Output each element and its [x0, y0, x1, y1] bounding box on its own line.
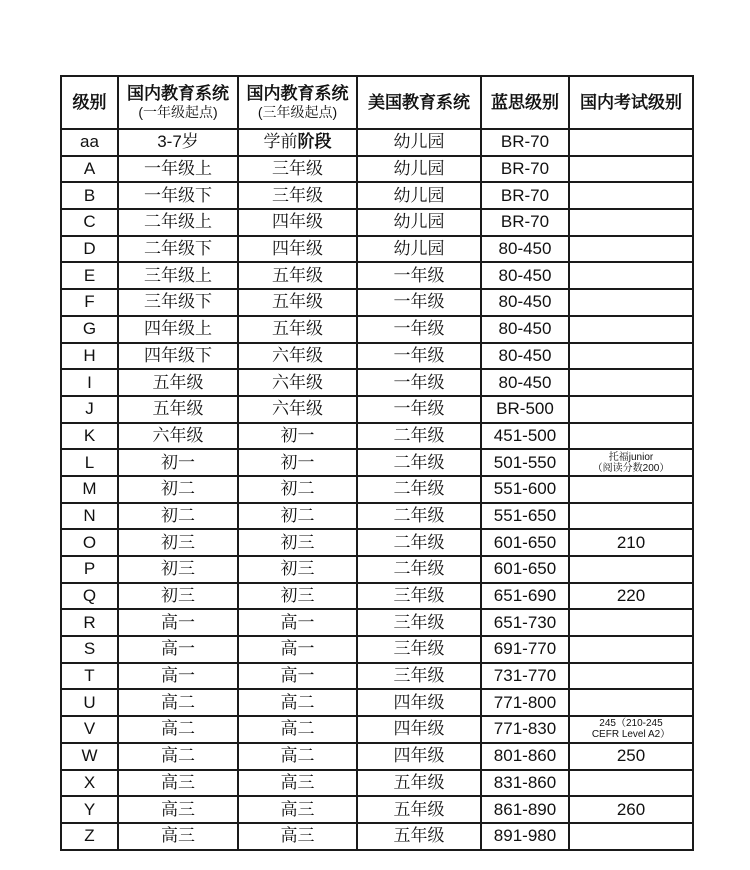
level-cell: C: [61, 209, 118, 236]
lexile-cell: BR-70: [481, 182, 569, 209]
domestic-grade3-cell: 高一: [238, 609, 357, 636]
us-grade-cell: 三年级: [357, 583, 481, 610]
table-row: [61, 556, 693, 583]
us-grade-cell: 三年级: [357, 609, 481, 636]
lexile-cell: 891-980: [481, 823, 569, 850]
header-domestic-grade3-title: 国内教育系统: [246, 84, 349, 103]
exam-cell: [569, 209, 693, 236]
domestic-grade3-cell: 初二: [238, 503, 357, 530]
us-grade-cell: 四年级: [357, 716, 481, 743]
exam-cell: [569, 449, 693, 476]
table-row: [61, 583, 693, 610]
exam-line1: 托福junior: [608, 451, 654, 463]
domestic-grade1-cell: 高三: [118, 770, 238, 797]
us-grade-cell: 五年级: [357, 823, 481, 850]
exam-cell: [569, 236, 693, 263]
domestic-grade1-cell: 高三: [118, 823, 238, 850]
exam-cell: [569, 663, 693, 690]
table-row: [61, 369, 693, 396]
table-row: [61, 289, 693, 316]
exam-cell: [569, 396, 693, 423]
domestic-grade3-cell: 初三: [238, 583, 357, 610]
table-row: [61, 182, 693, 209]
table-row: [61, 609, 693, 636]
table-row: [61, 236, 693, 263]
exam-cell: 250: [569, 743, 693, 770]
table-header: [61, 76, 693, 129]
domestic-grade3-cell: 初二: [238, 476, 357, 503]
domestic-grade3-cell: 六年级: [238, 396, 357, 423]
lexile-cell: 80-450: [481, 236, 569, 263]
lexile-cell: BR-70: [481, 129, 569, 156]
exam-cell: [569, 343, 693, 370]
exam-cell: [569, 476, 693, 503]
lexile-cell: 771-830: [481, 716, 569, 743]
domestic-grade1-cell: 初二: [118, 476, 238, 503]
domestic-grade1-cell: 高一: [118, 663, 238, 690]
level-cell: aa: [61, 129, 118, 156]
us-grade-cell: 三年级: [357, 636, 481, 663]
header-domestic-grade3-sub: (三年级起点): [257, 104, 338, 120]
domestic-grade3-cell: 高二: [238, 689, 357, 716]
level-cell: V: [61, 716, 118, 743]
lexile-cell: 501-550: [481, 449, 569, 476]
domestic-grade3-cell: 高三: [238, 796, 357, 823]
level-cell: Y: [61, 796, 118, 823]
lexile-cell: 771-800: [481, 689, 569, 716]
header-lexile: [481, 76, 569, 129]
table-row: [61, 796, 693, 823]
domestic-grade1-cell: 一年级下: [118, 182, 238, 209]
domestic-grade1-cell: 一年级上: [118, 156, 238, 183]
table-row: [61, 636, 693, 663]
lexile-cell: 601-650: [481, 556, 569, 583]
header-level: [61, 76, 118, 129]
table-row: [61, 156, 693, 183]
domestic-grade3-cell: 五年级: [238, 262, 357, 289]
level-cell: G: [61, 316, 118, 343]
us-grade-cell: 二年级: [357, 476, 481, 503]
us-grade-cell: 幼儿园: [357, 156, 481, 183]
level-cell: Z: [61, 823, 118, 850]
lexile-cell: 80-450: [481, 262, 569, 289]
table-row: [61, 343, 693, 370]
domestic-grade3-cell: 初一: [238, 423, 357, 450]
lexile-cell: 601-650: [481, 529, 569, 556]
domestic-grade1-cell: 初一: [118, 449, 238, 476]
table-row: [61, 423, 693, 450]
table-row: [61, 209, 693, 236]
exam-cell: [569, 636, 693, 663]
lexile-cell: BR-500: [481, 396, 569, 423]
header-lexile-title: 蓝思级别: [491, 92, 559, 112]
us-grade-cell: 一年级: [357, 289, 481, 316]
domestic-grade1-cell: 高一: [118, 609, 238, 636]
header-level-title: 级别: [72, 92, 107, 112]
level-cell: J: [61, 396, 118, 423]
us-grade-cell: 四年级: [357, 743, 481, 770]
exam-cell: [569, 156, 693, 183]
table-row: [61, 129, 693, 156]
table-row: [61, 449, 693, 476]
us-grade-cell: 二年级: [357, 449, 481, 476]
level-cell: R: [61, 609, 118, 636]
exam-line1: 245（210-245: [599, 718, 663, 730]
table-row: [61, 743, 693, 770]
table-row: [61, 396, 693, 423]
domestic-grade1-cell: 初三: [118, 529, 238, 556]
domestic-grade1-cell: 二年级下: [118, 236, 238, 263]
table-row: [61, 823, 693, 850]
us-grade-cell: 四年级: [357, 689, 481, 716]
domestic-grade1-cell: 四年级上: [118, 316, 238, 343]
domestic-grade3-cell: 高三: [238, 823, 357, 850]
domestic-grade1-cell: 六年级: [118, 423, 238, 450]
lexile-cell: BR-70: [481, 156, 569, 183]
header-domestic-exam: [569, 76, 693, 129]
level-cell: K: [61, 423, 118, 450]
level-cell: D: [61, 236, 118, 263]
domestic-grade1-cell: 高一: [118, 636, 238, 663]
level-cell: O: [61, 529, 118, 556]
lexile-cell: 80-450: [481, 289, 569, 316]
header-us-system-title: 美国教育系统: [368, 92, 470, 112]
lexile-cell: 551-650: [481, 503, 569, 530]
us-grade-cell: 一年级: [357, 396, 481, 423]
exam-cell: [569, 316, 693, 343]
domestic-grade3-part2: 阶段: [297, 132, 332, 152]
exam-cell: [569, 503, 693, 530]
lexile-cell: BR-70: [481, 209, 569, 236]
domestic-grade3-cell: 六年级: [238, 343, 357, 370]
lexile-cell: 80-450: [481, 369, 569, 396]
table-body: [61, 129, 693, 850]
us-grade-cell: 一年级: [357, 316, 481, 343]
table-row: [61, 689, 693, 716]
lexile-cell: 831-860: [481, 770, 569, 797]
table-row: [61, 716, 693, 743]
exam-cell: [569, 770, 693, 797]
domestic-grade3-cell: 三年级: [238, 156, 357, 183]
domestic-grade3-cell: 初三: [238, 529, 357, 556]
level-cell: P: [61, 556, 118, 583]
lexile-cell: 731-770: [481, 663, 569, 690]
level-cell: H: [61, 343, 118, 370]
exam-line2: CEFR Level A2）: [591, 729, 671, 741]
table-row: [61, 316, 693, 343]
level-cell: M: [61, 476, 118, 503]
domestic-grade1-cell: 高三: [118, 796, 238, 823]
domestic-grade3-part1: 学前: [263, 132, 298, 152]
domestic-grade3-cell: 三年级: [238, 182, 357, 209]
level-cell: W: [61, 743, 118, 770]
us-grade-cell: 幼儿园: [357, 209, 481, 236]
level-cell: F: [61, 289, 118, 316]
domestic-grade1-cell: 初三: [118, 583, 238, 610]
us-grade-cell: 幼儿园: [357, 236, 481, 263]
domestic-grade3-cell: 高二: [238, 716, 357, 743]
header-domestic-grade1-start: [118, 76, 238, 129]
exam-cell: [569, 182, 693, 209]
level-cell: S: [61, 636, 118, 663]
domestic-grade1-cell: 三年级上: [118, 262, 238, 289]
domestic-grade1-cell: 高二: [118, 743, 238, 770]
domestic-grade1-cell: 五年级: [118, 369, 238, 396]
exam-cell: [569, 423, 693, 450]
us-grade-cell: 幼儿园: [357, 182, 481, 209]
domestic-grade3-cell: 高二: [238, 743, 357, 770]
domestic-grade1-cell: 五年级: [118, 396, 238, 423]
domestic-grade3-cell: 高一: [238, 663, 357, 690]
lexile-cell: 861-890: [481, 796, 569, 823]
level-cell: T: [61, 663, 118, 690]
us-grade-cell: 五年级: [357, 796, 481, 823]
level-cell: Q: [61, 583, 118, 610]
exam-cell: [569, 369, 693, 396]
table-row: [61, 503, 693, 530]
domestic-grade1-cell: 初二: [118, 503, 238, 530]
lexile-cell: 801-860: [481, 743, 569, 770]
header-domestic-grade3-start: [238, 76, 357, 129]
exam-cell: [569, 129, 693, 156]
domestic-grade3-cell: 五年级: [238, 316, 357, 343]
us-grade-cell: 一年级: [357, 343, 481, 370]
us-grade-cell: 幼儿园: [357, 129, 481, 156]
domestic-grade3-cell: [238, 129, 357, 156]
domestic-grade3-cell: 初三: [238, 556, 357, 583]
header-domestic-grade1-title: 国内教育系统: [127, 84, 229, 103]
lexile-cell: 651-730: [481, 609, 569, 636]
table-row: [61, 262, 693, 289]
exam-cell: 260: [569, 796, 693, 823]
domestic-grade3-cell: 初一: [238, 449, 357, 476]
us-grade-cell: 二年级: [357, 556, 481, 583]
level-cell: U: [61, 689, 118, 716]
table-row: [61, 663, 693, 690]
exam-cell: 220: [569, 583, 693, 610]
us-grade-cell: 二年级: [357, 529, 481, 556]
us-grade-cell: 一年级: [357, 262, 481, 289]
lexile-cell: 651-690: [481, 583, 569, 610]
level-cell: E: [61, 262, 118, 289]
domestic-grade3-cell: 高三: [238, 770, 357, 797]
level-cell: X: [61, 770, 118, 797]
domestic-grade3-cell: 四年级: [238, 236, 357, 263]
domestic-grade1-cell: 四年级下: [118, 343, 238, 370]
lexile-cell: 80-450: [481, 343, 569, 370]
us-grade-cell: 二年级: [357, 423, 481, 450]
level-cell: N: [61, 503, 118, 530]
exam-cell: [569, 556, 693, 583]
domestic-grade3-cell: 五年级: [238, 289, 357, 316]
exam-cell: [569, 823, 693, 850]
level-cell: B: [61, 182, 118, 209]
us-grade-cell: 一年级: [357, 369, 481, 396]
exam-cell: [569, 262, 693, 289]
us-grade-cell: 三年级: [357, 663, 481, 690]
us-grade-cell: 五年级: [357, 770, 481, 797]
domestic-grade1-cell: 3-7岁: [118, 129, 238, 156]
level-cell: A: [61, 156, 118, 183]
exam-cell: [569, 689, 693, 716]
header-domestic-exam-title: 国内考试级别: [580, 92, 682, 112]
us-grade-cell: 二年级: [357, 503, 481, 530]
exam-cell: [569, 716, 693, 743]
table-row: [61, 529, 693, 556]
table-row: [61, 476, 693, 503]
grade-level-table: [60, 75, 694, 851]
lexile-cell: 691-770: [481, 636, 569, 663]
domestic-grade1-cell: 高二: [118, 716, 238, 743]
header-row: [61, 76, 693, 129]
domestic-grade3-cell: 高一: [238, 636, 357, 663]
header-us-system: [357, 76, 481, 129]
lexile-cell: 80-450: [481, 316, 569, 343]
exam-cell: [569, 609, 693, 636]
exam-cell: [569, 289, 693, 316]
table-row: [61, 770, 693, 797]
level-cell: L: [61, 449, 118, 476]
exam-cell: 210: [569, 529, 693, 556]
domestic-grade1-cell: 初三: [118, 556, 238, 583]
domestic-grade3-cell: 四年级: [238, 209, 357, 236]
level-cell: I: [61, 369, 118, 396]
exam-line2: （阅读分数200）: [592, 462, 670, 474]
domestic-grade3-cell: 六年级: [238, 369, 357, 396]
lexile-cell: 551-600: [481, 476, 569, 503]
header-domestic-grade1-sub: (一年级起点): [138, 104, 218, 120]
lexile-cell: 451-500: [481, 423, 569, 450]
domestic-grade1-cell: 二年级上: [118, 209, 238, 236]
domestic-grade1-cell: 三年级下: [118, 289, 238, 316]
domestic-grade1-cell: 高二: [118, 689, 238, 716]
